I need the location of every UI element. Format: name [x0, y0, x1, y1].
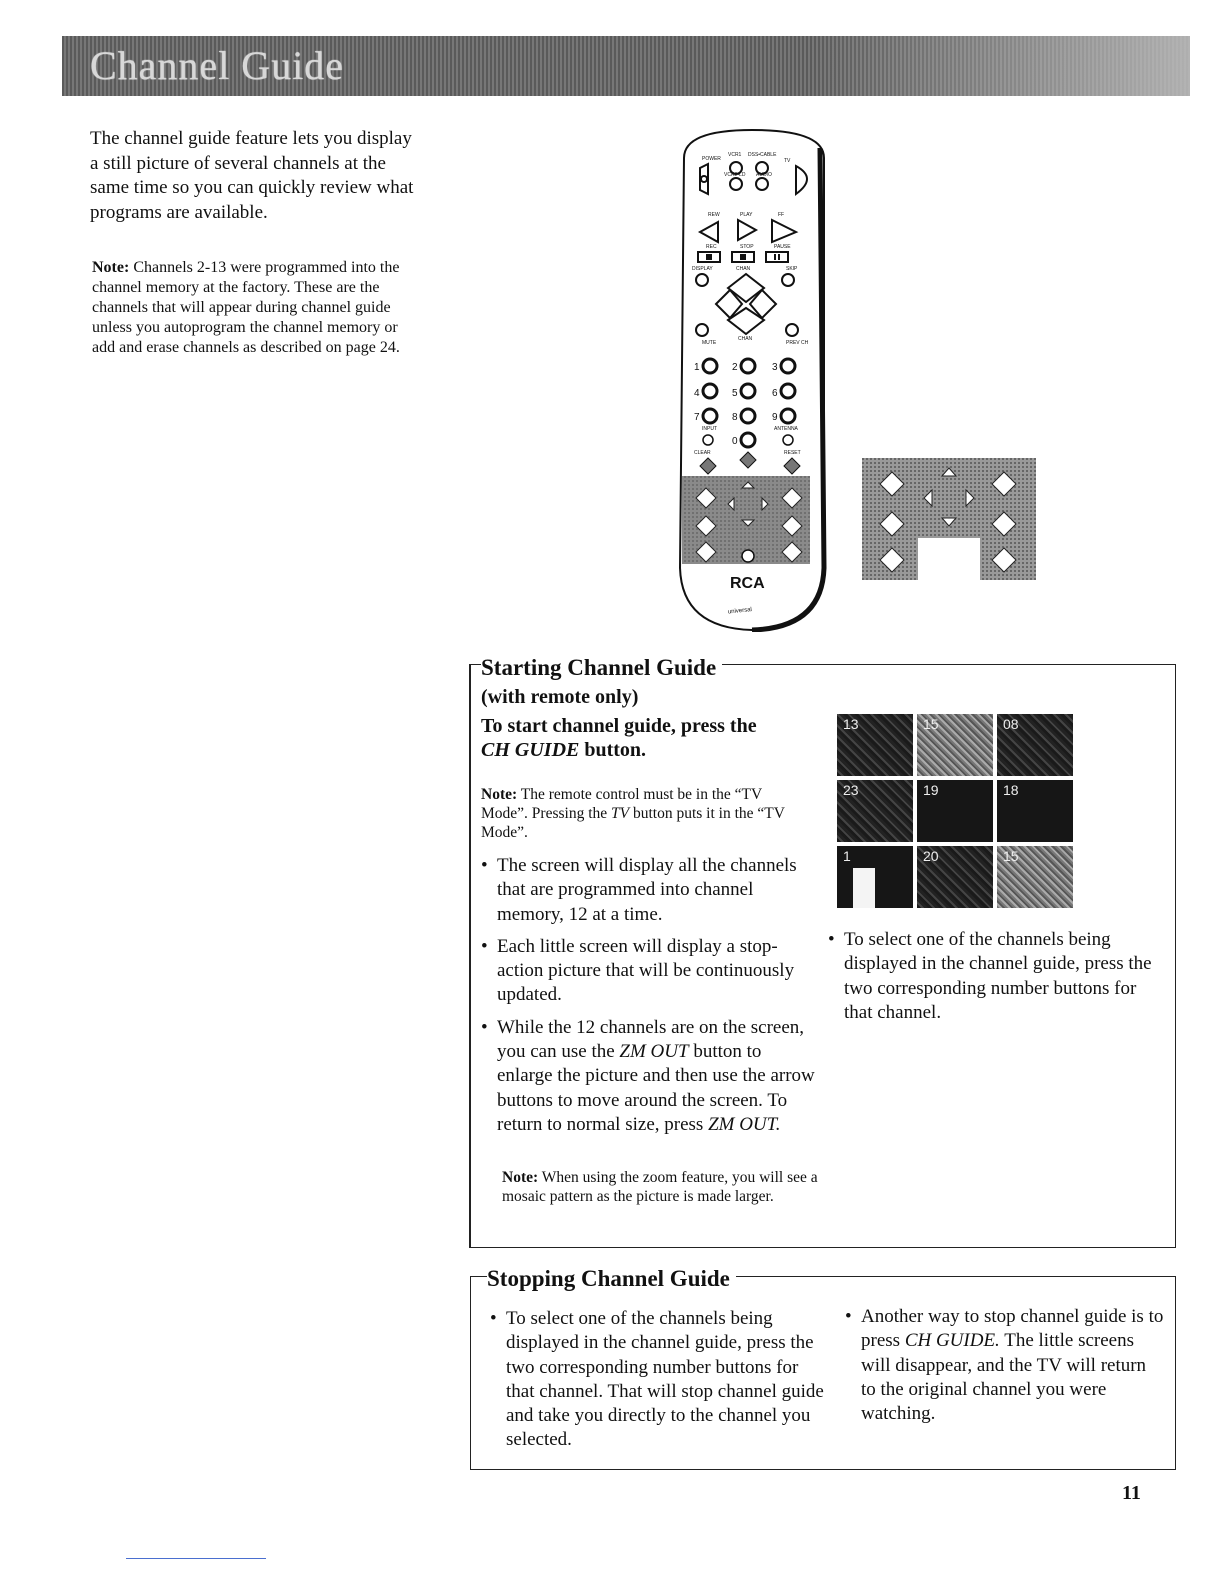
- channel-number: 15: [923, 716, 939, 732]
- start-instruction: [481, 714, 811, 762]
- remote-label-chan-down: CHAN: [738, 336, 753, 342]
- bullet-zoom-a: While the 12 channels are on the screen, you can use the: [497, 1016, 805, 1063]
- channel-screen: [837, 846, 913, 908]
- ch-guide-button-name: CH GUIDE: [481, 739, 580, 761]
- channel-screen: [917, 780, 993, 842]
- tv-button-name: TV: [611, 805, 630, 822]
- intro-text: The channel guide feature lets you display a still picture of several channels at the same time so you can quickly review what programs are available.: [90, 128, 414, 223]
- page-title: Channel Guide: [90, 43, 345, 88]
- remote-brand-sub: universal: [727, 606, 753, 616]
- channel-number: 20: [923, 848, 939, 864]
- channel-number: 08: [1003, 716, 1019, 732]
- tv-mode-note-text: The remote control must be in the “TV Mode”. Pressing the: [481, 786, 762, 822]
- remote-digit-6: 6: [772, 388, 778, 399]
- zoomed-button-pad: [862, 458, 1036, 580]
- title-banner: [62, 36, 1190, 96]
- remote-label-dss: DSS•CABLE: [748, 152, 777, 158]
- remote-label-ff: FF: [778, 212, 785, 218]
- page-number: 11: [1122, 1482, 1141, 1504]
- zm-out-button-name: ZM OUT: [619, 1041, 689, 1063]
- starting-heading: Starting Channel Guide: [481, 655, 722, 681]
- stopping-heading: Stopping Channel Guide: [487, 1266, 736, 1292]
- remote-label-reset: RESET: [784, 450, 801, 456]
- channel-screen: [997, 714, 1073, 776]
- remote-label-vcr2: VCR2•LD: [724, 172, 746, 178]
- remote-digit-0: 0: [732, 436, 738, 447]
- ch-guide-button-name-2: CH GUIDE.: [904, 1330, 1000, 1352]
- remote-label-input: INPUT: [702, 426, 717, 432]
- zm-out-button-name-2: ZM OUT.: [708, 1113, 781, 1135]
- starting-bullets: [481, 854, 821, 1145]
- remote-label-pause: PAUSE: [774, 244, 791, 250]
- remote-digit-1: 1: [694, 362, 700, 373]
- bullet-select-channel: • To select one of the channels being displayed in the channel guide, press the two corresponding number buttons for that channel.: [828, 928, 1158, 1025]
- remote-label-tv: TV: [784, 158, 791, 164]
- stopping-bullets-left: [490, 1307, 825, 1461]
- remote-label-skip: SKIP: [786, 266, 798, 272]
- bullet-stop-by-number: • To select one of the channels being displayed in the channel guide, press the two corresponding number buttons for that channel. That will stop channel guide and take you directly to the channel you selected.: [490, 1307, 825, 1453]
- factory-note: [92, 258, 412, 358]
- channel-number: 15: [1003, 848, 1019, 864]
- channel-screen: [917, 714, 993, 776]
- footer-rule: [126, 1558, 266, 1559]
- remote-digit-4: 4: [694, 388, 700, 399]
- bullet-zoom: [481, 1016, 821, 1137]
- stopping-bullets-right: [845, 1305, 1165, 1434]
- start-instruction-suffix: button.: [579, 739, 647, 761]
- channel-screen: [997, 780, 1073, 842]
- tv-mode-note: [481, 785, 811, 842]
- zoom-note-label: Note:: [502, 1169, 539, 1186]
- channel-screen-grid: [837, 714, 1074, 911]
- bullet-stop-by-ch-guide: [845, 1305, 1165, 1426]
- remote-brand: RCA: [730, 575, 765, 592]
- channel-number: 18: [1003, 782, 1019, 798]
- remote-label-rew: REW: [708, 212, 720, 218]
- tv-mode-note-text2: button puts it in the “TV Mode”.: [481, 805, 785, 841]
- remote-label-prevch: PREV CH: [786, 340, 809, 346]
- bullet-zoom-b: button to enlarge the picture and then use the arrow buttons to move around the screen. To return to normal size, press: [497, 1041, 815, 1135]
- remote-label-power: POWER: [702, 156, 721, 162]
- banner-gradient: [810, 36, 1190, 96]
- note-label: Note:: [92, 259, 130, 276]
- remote-digit-9: 9: [772, 412, 778, 423]
- remote-label-play: PLAY: [740, 212, 753, 218]
- starting-box-left-rule: [469, 664, 471, 1248]
- remote-digit-7: 7: [694, 412, 700, 423]
- bullet-stop-action: • Each little screen will display a stop-action picture that will be continuously updated.: [481, 935, 821, 1008]
- remote-label-rec: REC: [706, 244, 717, 250]
- channel-screen: [837, 714, 913, 776]
- remote-digit-3: 3: [772, 362, 778, 373]
- start-instruction-prefix: To start channel guide, press the: [481, 715, 757, 737]
- channel-screen: [837, 780, 913, 842]
- channel-number: 19: [923, 782, 939, 798]
- intro-paragraph: [90, 127, 420, 225]
- remote-label-clear: CLEAR: [694, 450, 711, 456]
- channel-screen: [917, 846, 993, 908]
- remote-label-display: DISPLAY: [692, 266, 713, 272]
- remote-label-vcr1: VCR1: [728, 152, 742, 158]
- channel-number: 1: [843, 848, 851, 864]
- remote-digit-2: 2: [732, 362, 738, 373]
- bullet-display-channels: • The screen will display all the channels that are programmed into channel memory, 12 at a time.: [481, 854, 821, 927]
- remote-illustration: [672, 128, 832, 632]
- tv-mode-note-label: Note:: [481, 786, 518, 803]
- screen-image-block: [853, 868, 875, 908]
- select-channel-bullets: [828, 928, 1158, 1033]
- starting-subheading: (with remote only): [481, 686, 639, 708]
- channel-number: 23: [843, 782, 859, 798]
- channel-screen: [997, 846, 1073, 908]
- zoom-note-text: When using the zoom feature, you will see a mosaic pattern as the picture is made larger.: [502, 1169, 818, 1205]
- bullet-stop-a: Another way to stop channel guide is to press: [861, 1306, 1164, 1352]
- remote-label-stop: STOP: [740, 244, 754, 250]
- remote-label-audio: AUDIO: [756, 172, 772, 178]
- remote-label-chan-up: CHAN: [736, 266, 751, 272]
- remote-digit-5: 5: [732, 388, 738, 399]
- zoom-note: [502, 1168, 822, 1206]
- remote-label-mute: MUTE: [702, 340, 717, 346]
- note-text: Channels 2-13 were programmed into the channel memory at the factory. These are the channels that will appear during channel guide unless you autoprogram the channel memory or add and erase channels as described on page 24.: [92, 259, 400, 356]
- channel-number: 13: [843, 716, 859, 732]
- bullet-stop-b: The little screens will disappear, and the TV will return to the original channel you were watching.: [861, 1330, 1147, 1425]
- remote-label-antenna: ANTENNA: [774, 426, 798, 432]
- remote-digit-8: 8: [732, 412, 738, 423]
